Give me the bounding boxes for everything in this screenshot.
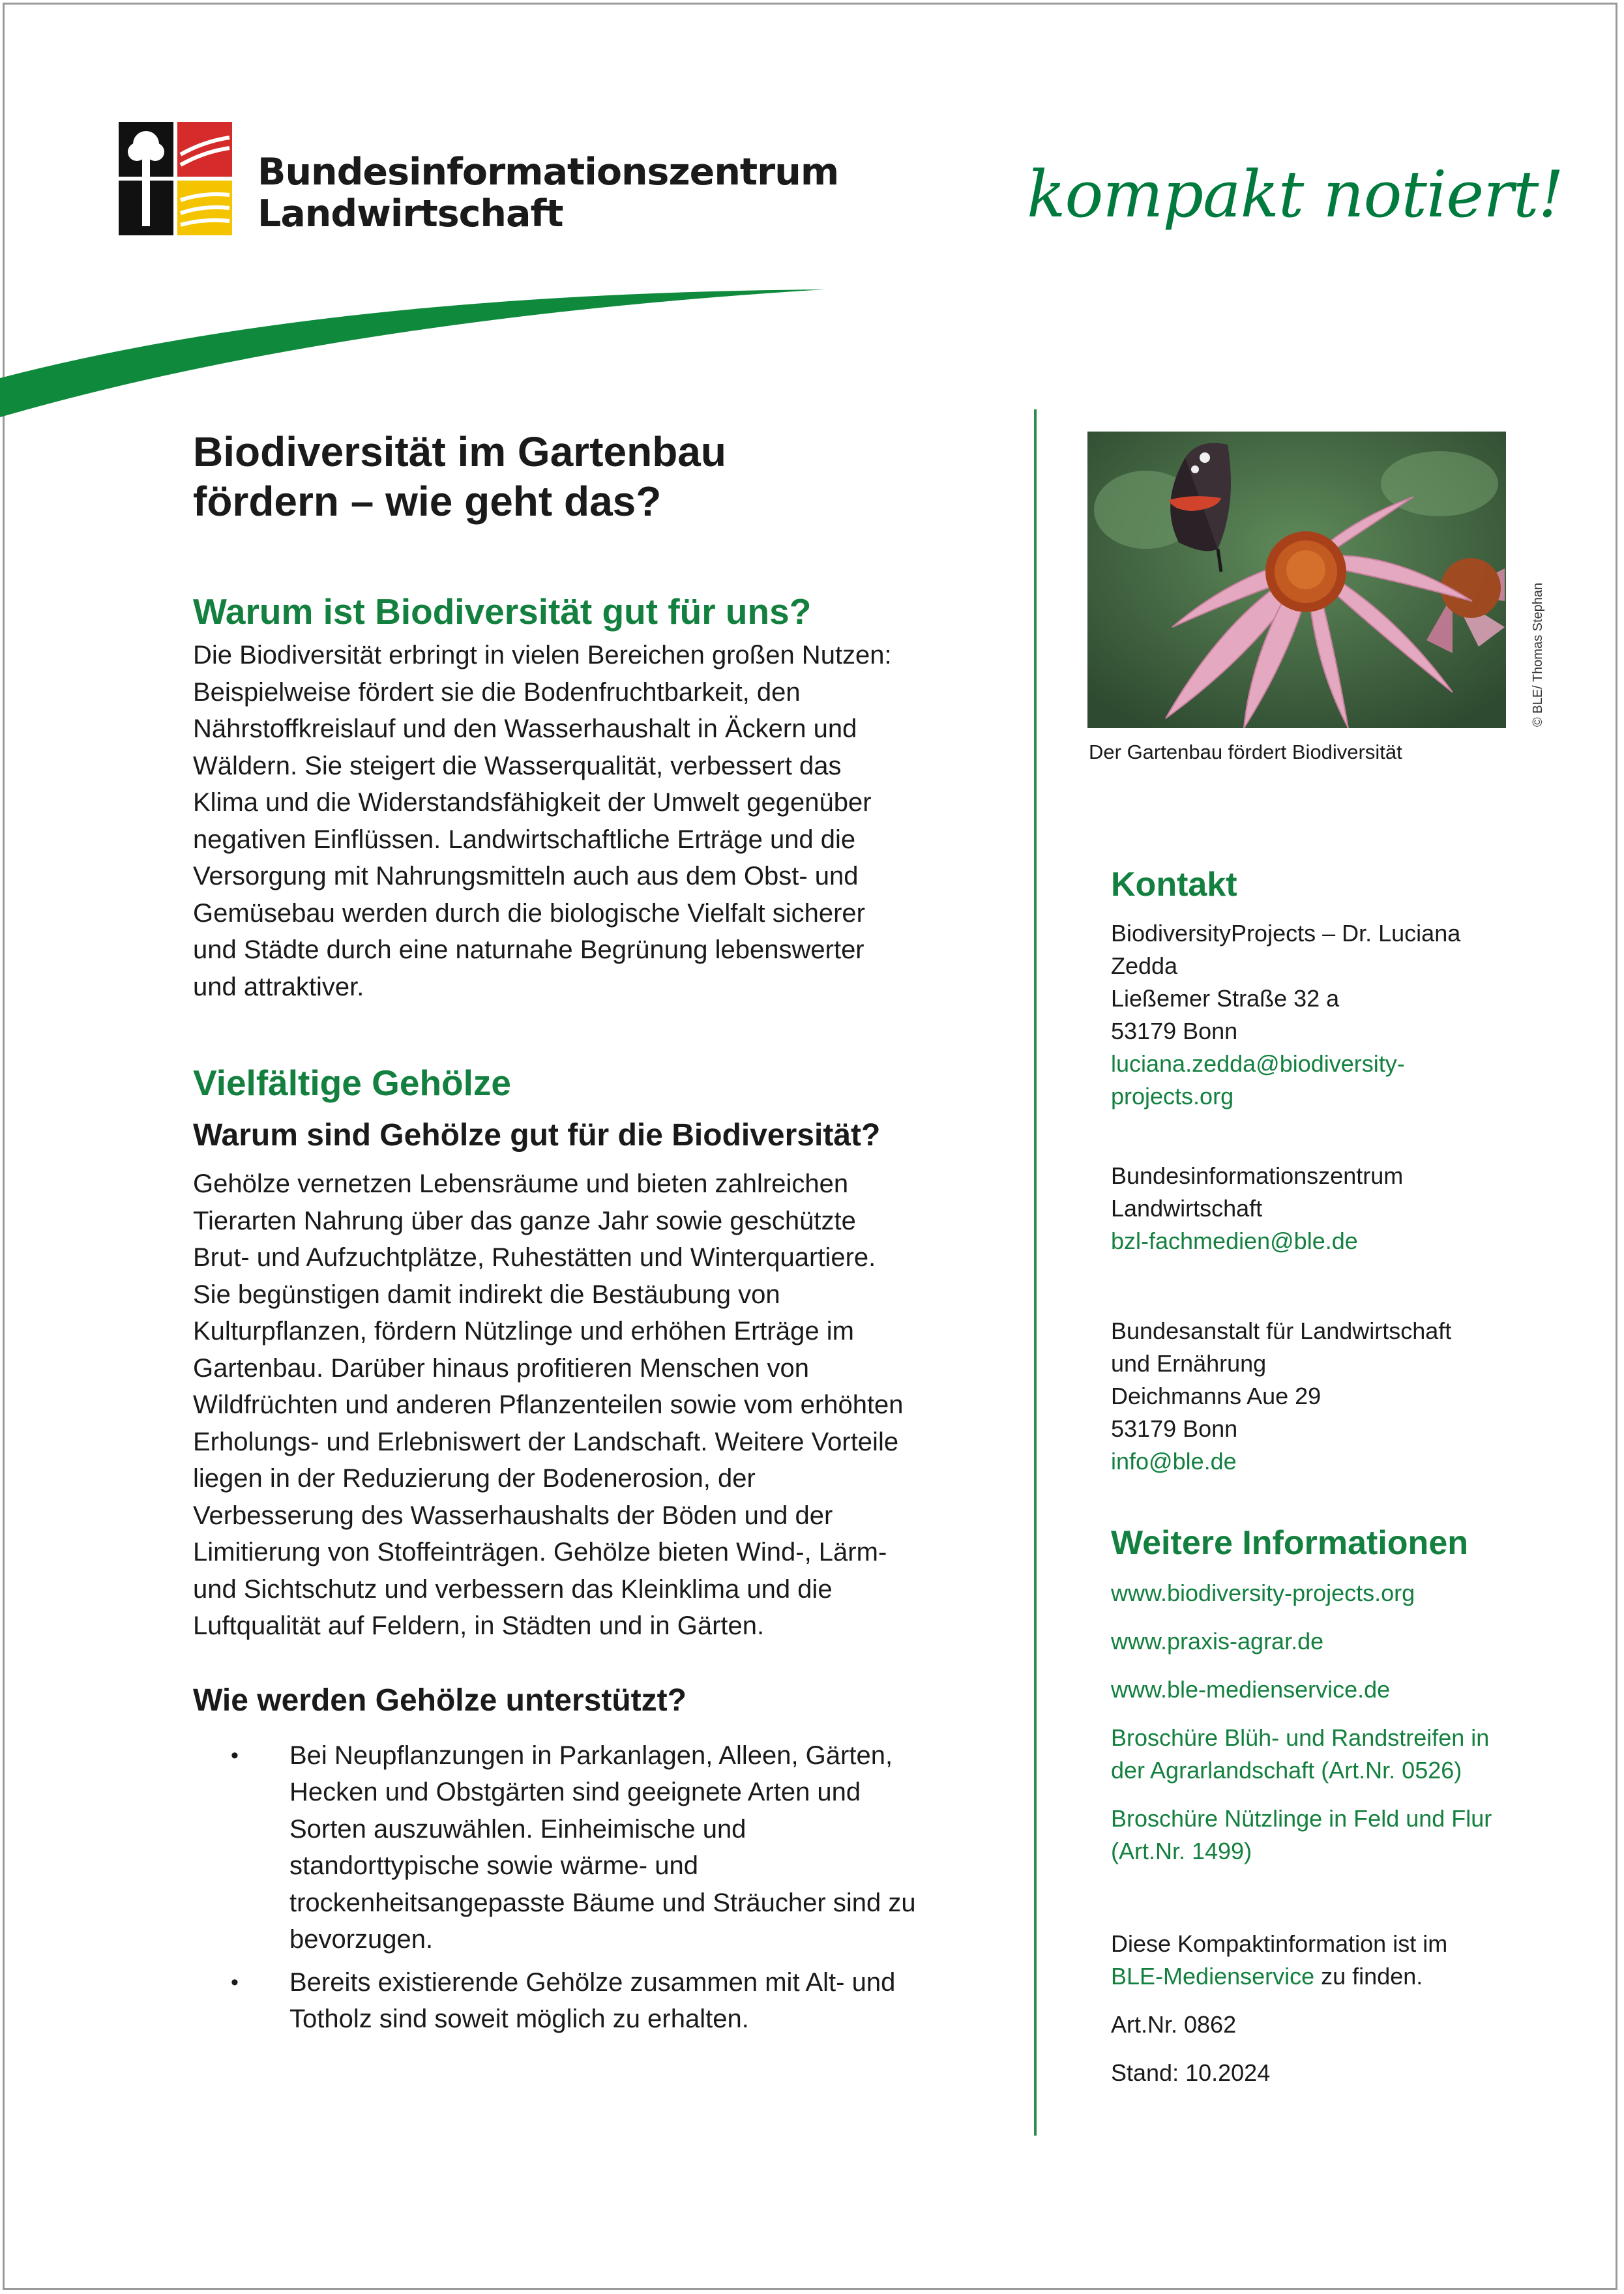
bullet-text	[289, 1968, 895, 2034]
contact2-address	[1111, 1160, 1535, 1225]
contact-heading: Kontakt	[1111, 866, 1237, 904]
page-title	[193, 427, 1001, 526]
contact-line: 53179 Bonn	[1111, 1018, 1238, 1044]
body-line: Erholungs- und Erlebniswert der Landschaft. Weitere Vorteile	[193, 1427, 899, 1456]
footer-medienservice-link[interactable]: BLE-Medienservice	[1111, 1963, 1315, 1990]
section2-body	[193, 1166, 1001, 1645]
body-line: Wildfrüchten und anderen Pflanzenteilen sowie vom erhöhten	[193, 1390, 904, 1419]
body-line: Nährstoffkreislauf und den Wasserhaushalt in Äckern und	[193, 714, 857, 743]
brochure-line: der Agrarlandschaft (Art.Nr. 0526)	[1111, 1757, 1462, 1784]
email-line: projects.org	[1111, 1083, 1234, 1110]
body-line: Limitierung von Stoffeinträgen. Gehölze bieten Wind-, Lärm-	[193, 1538, 887, 1566]
link-brochure-nuetzlinge[interactable]	[1111, 1802, 1535, 1868]
brochure-line: (Art.Nr. 1499)	[1111, 1838, 1252, 1864]
body-line: Wäldern. Sie steigert die Wasserqualität, verbessert das	[193, 751, 842, 780]
body-line: Beispielweise fördert sie die Bodenfruchtbarkeit, den	[193, 677, 801, 707]
bullet-line: trockenheitsangepasste Bäume und Sträucher sind zu	[289, 1888, 916, 1917]
bzl-logo-icon	[119, 122, 232, 235]
body-line: und Städte durch eine naturnahe Begrünung lebenswerter	[193, 935, 864, 964]
section2-subheading2: Wie werden Gehölze unterstützt?	[193, 1683, 687, 1718]
bullet-line: standorttypische sowie wärme- und	[289, 1851, 698, 1880]
section1-heading: Warum ist Biodiversität gut für uns?	[193, 591, 812, 632]
footer-line2-rest: zu finden.	[1314, 1963, 1423, 1990]
footer-line1: Diese Kompaktinformation ist im	[1111, 1930, 1448, 1957]
info-heading: Weitere Informationen	[1111, 1524, 1469, 1562]
tagline: kompakt notiert!	[1027, 158, 1563, 232]
header-swoosh	[0, 280, 834, 424]
body-line: Klima und die Widerstandsfähigkeit der Umwelt gegenüber	[193, 788, 872, 817]
bullet-line: Totholz sind soweit möglich zu erhalten.	[289, 2005, 749, 2033]
bullet-item	[193, 1737, 1001, 1958]
bullet-list	[193, 1737, 1001, 2038]
bullet-line: Bereits existierende Gehölze zusammen mit Alt- und	[289, 1967, 896, 1997]
body-line: liegen in der Reduzierung der Bodenerosion, der	[193, 1464, 756, 1493]
body-line: Brut- und Aufzuchtplätze, Ruhestätten und Winterquartiere.	[193, 1243, 876, 1272]
body-line: Sie begünstigen damit indirekt die Bestäubung von	[193, 1280, 780, 1309]
org-name-line1: Bundesinformationszentrum	[258, 151, 839, 194]
contact-line: Bundesanstalt für Landwirtschaft	[1111, 1317, 1452, 1344]
contact3-email-link[interactable]: info@ble.de	[1111, 1448, 1237, 1475]
body-line: Gemüsebau werden durch die biologische Vielfalt sicherer	[193, 898, 865, 928]
bullet-line: Bei Neupflanzungen in Parkanlagen, Alleen, Gärten,	[289, 1741, 893, 1770]
body-line: und attraktiver.	[193, 972, 364, 1001]
contact-line: BiodiversityProjects – Dr. Luciana	[1111, 920, 1461, 947]
bullet-line: bevorzugen.	[289, 1925, 434, 1954]
bullet-marker: •	[231, 1969, 239, 1995]
brochure-line: Broschüre Nützlinge in Feld und Flur	[1111, 1805, 1492, 1832]
contact1-email-link[interactable]	[1111, 1048, 1535, 1113]
stand-date: Stand: 10.2024	[1111, 2059, 1271, 2086]
contact-line: Ließemer Straße 32 a	[1111, 985, 1340, 1012]
contact-line: Bundesinformationszentrum	[1111, 1162, 1404, 1189]
photo-credit: © BLE/ Thomas Stephan	[1531, 582, 1545, 727]
brochure-line: Broschüre Blüh- und Randstreifen in	[1111, 1724, 1490, 1751]
contact-line: 53179 Bonn	[1111, 1415, 1238, 1442]
contact-line: Zedda	[1111, 952, 1178, 979]
org-name-line2: Landwirtschaft	[258, 192, 563, 235]
bullet-line: Hecken und Obstgärten sind geeignete Arten und	[289, 1778, 861, 1806]
contact-section	[1111, 864, 1535, 2089]
contact1-address	[1111, 917, 1535, 1048]
body-line: Verbesserung des Wasserhaushalts der Böden und der	[193, 1501, 833, 1530]
body-line: Die Biodiversität erbringt in vielen Bereichen großen Nutzen:	[193, 641, 892, 669]
contact2-email-link[interactable]: bzl-fachmedien@ble.de	[1111, 1228, 1358, 1254]
contact-line: Landwirtschaft	[1111, 1195, 1263, 1222]
body-line: Gartenbau. Darüber hinaus profitieren Menschen von	[193, 1353, 809, 1383]
section2-subheading: Warum sind Gehölze gut für die Biodiversität?	[193, 1118, 881, 1153]
link-praxis-agrar[interactable]: www.praxis-agrar.de	[1111, 1628, 1324, 1654]
organization-name	[258, 151, 838, 235]
title-line2: fördern – wie geht das?	[193, 478, 662, 525]
photo-caption: Der Gartenbau fördert Biodiversität	[1089, 741, 1402, 763]
body-line: Tierarten Nahrung über das ganze Jahr sowie geschützte	[193, 1206, 856, 1235]
section1-body	[193, 637, 1001, 1005]
body-line: Kulturpflanzen, fördern Nützlinge und erhöhen Erträge im	[193, 1317, 854, 1346]
section2-heading: Vielfältige Gehölze	[193, 1063, 512, 1103]
article-number: Art.Nr. 0862	[1111, 2011, 1237, 2038]
main-column	[193, 427, 1001, 2038]
body-line: Gehölze vernetzen Lebensräume und bieten zahlreichen	[193, 1169, 849, 1198]
bullet-marker: •	[231, 1743, 239, 1768]
body-line: Luftqualität auf Feldern, in Städten und in Gärten.	[193, 1611, 765, 1640]
column-divider	[1034, 409, 1037, 2136]
footer-availability	[1111, 1928, 1535, 1993]
link-biodiversity-projects[interactable]: www.biodiversity-projects.org	[1111, 1580, 1415, 1606]
body-line: und Sichtschutz und verbessern das Kleinklima und die	[193, 1574, 833, 1604]
bullet-item	[193, 1964, 1001, 2038]
contact3-address	[1111, 1315, 1535, 1445]
email-line: luciana.zedda@biodiversity-	[1111, 1050, 1405, 1077]
body-line: negativen Einflüssen. Landwirtschaftliche Erträge und die	[193, 825, 856, 854]
link-brochure-bluehstreifen[interactable]	[1111, 1722, 1535, 1787]
bullet-line: Sorten auszuwählen. Einheimische und	[289, 1814, 746, 1844]
butterfly-on-coneflower-photo	[1087, 432, 1506, 728]
contact-line: und Ernährung	[1111, 1350, 1267, 1377]
contact-line: Deichmanns Aue 29	[1111, 1383, 1321, 1409]
body-line: Versorgung mit Nahrungsmitteln auch aus dem Obst- und	[193, 862, 859, 890]
bullet-text	[289, 1741, 916, 1954]
link-ble-medienservice[interactable]: www.ble-medienservice.de	[1111, 1676, 1391, 1703]
title-line1: Biodiversität im Gartenbau	[193, 428, 726, 475]
